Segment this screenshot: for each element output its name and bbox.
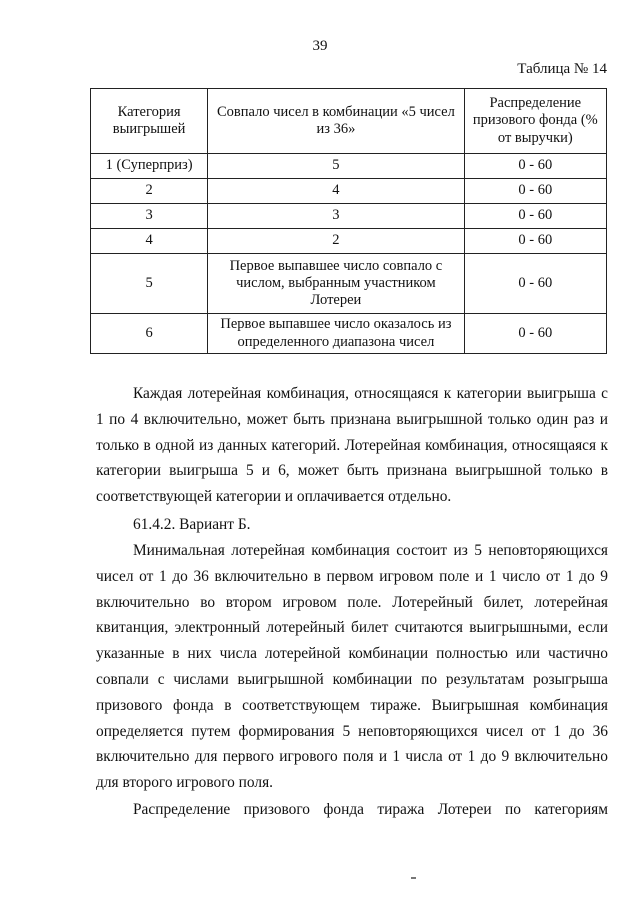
table-row: [91, 314, 607, 354]
paragraph-text: Распределение призового фонда тиража Лотереи по категориям: [133, 801, 608, 818]
table-caption: Таблица № 14: [517, 61, 607, 77]
header-prize-distribution: Распределение призового фонда (% от выручки): [464, 89, 606, 154]
body-paragraph-minimal-combination: [96, 538, 608, 796]
prize-distribution-table: [90, 88, 607, 354]
cell-category: 6: [91, 314, 208, 354]
cell-percent: 0 - 60: [464, 154, 606, 179]
cell-matched: 2: [208, 229, 464, 254]
page-number: 39: [312, 38, 328, 54]
section-heading-variant-b: [96, 512, 608, 538]
table-header-row: [91, 89, 607, 154]
body-paragraph-distribution: [96, 797, 608, 823]
cell-matched: Первое выпавшее число совпало с числом, выбранным участником Лотереи: [208, 254, 464, 314]
cell-category: 1 (Суперприз): [91, 154, 208, 179]
cell-percent: 0 - 60: [464, 204, 606, 229]
cell-matched: 5: [208, 154, 464, 179]
cell-category: 3: [91, 204, 208, 229]
cell-matched: 3: [208, 204, 464, 229]
scan-speck: [411, 877, 416, 879]
cell-percent: 0 - 60: [464, 179, 606, 204]
paragraph-text: Каждая лотерейная комбинация, относящаяся к категории выигрыша с 1 по 4 включительно, может быть признана выигрышной только один раз и только в одной из данных категорий. Лотерейная комбинация, относящаяся к категории выигрыша 5 и 6, может быть признана выигрышной только в соответствующей категории и оплачивается отдельно.: [96, 385, 608, 506]
table-row: [91, 254, 607, 314]
paragraph-text: 61.4.2. Вариант Б.: [133, 516, 251, 533]
body-paragraph-categories: [96, 381, 608, 510]
header-category: Категория выигрышей: [91, 89, 208, 154]
table-row: [91, 229, 607, 254]
cell-percent: 0 - 60: [464, 254, 606, 314]
cell-matched: Первое выпавшее число оказалось из определенного диапазона чисел: [208, 314, 464, 354]
paragraph-text: Минимальная лотерейная комбинация состоит из 5 неповторяющихся чисел от 1 до 36 включительно в первом игровом поле и 1 число от 1 до 9 включительно во втором игровом поле. Лотерейный билет, лотерейная квитанция, электронный лотерейный билет считаются выигрышными, если указанные в них числа лотерейной комбинации полностью или частично совпали с числами выигрышной комбинации по результатам розыгрыша призового фонда в соответствующем тираже. Выигрышная комбинация определяется путем формирования 5 неповторяющихся чисел от 1 до 36 включительно для первого игрового поля и 1 числа от 1 до 9 включительно для второго игрового поля.: [96, 542, 608, 792]
cell-matched: 4: [208, 179, 464, 204]
header-matched-numbers: Совпало чисел в комбинации «5 чисел из 36»: [208, 89, 464, 154]
cell-percent: 0 - 60: [464, 229, 606, 254]
table-row: [91, 154, 607, 179]
cell-category: 5: [91, 254, 208, 314]
cell-category: 2: [91, 179, 208, 204]
table-row: [91, 179, 607, 204]
cell-category: 4: [91, 229, 208, 254]
cell-percent: 0 - 60: [464, 314, 606, 354]
table-row: [91, 204, 607, 229]
